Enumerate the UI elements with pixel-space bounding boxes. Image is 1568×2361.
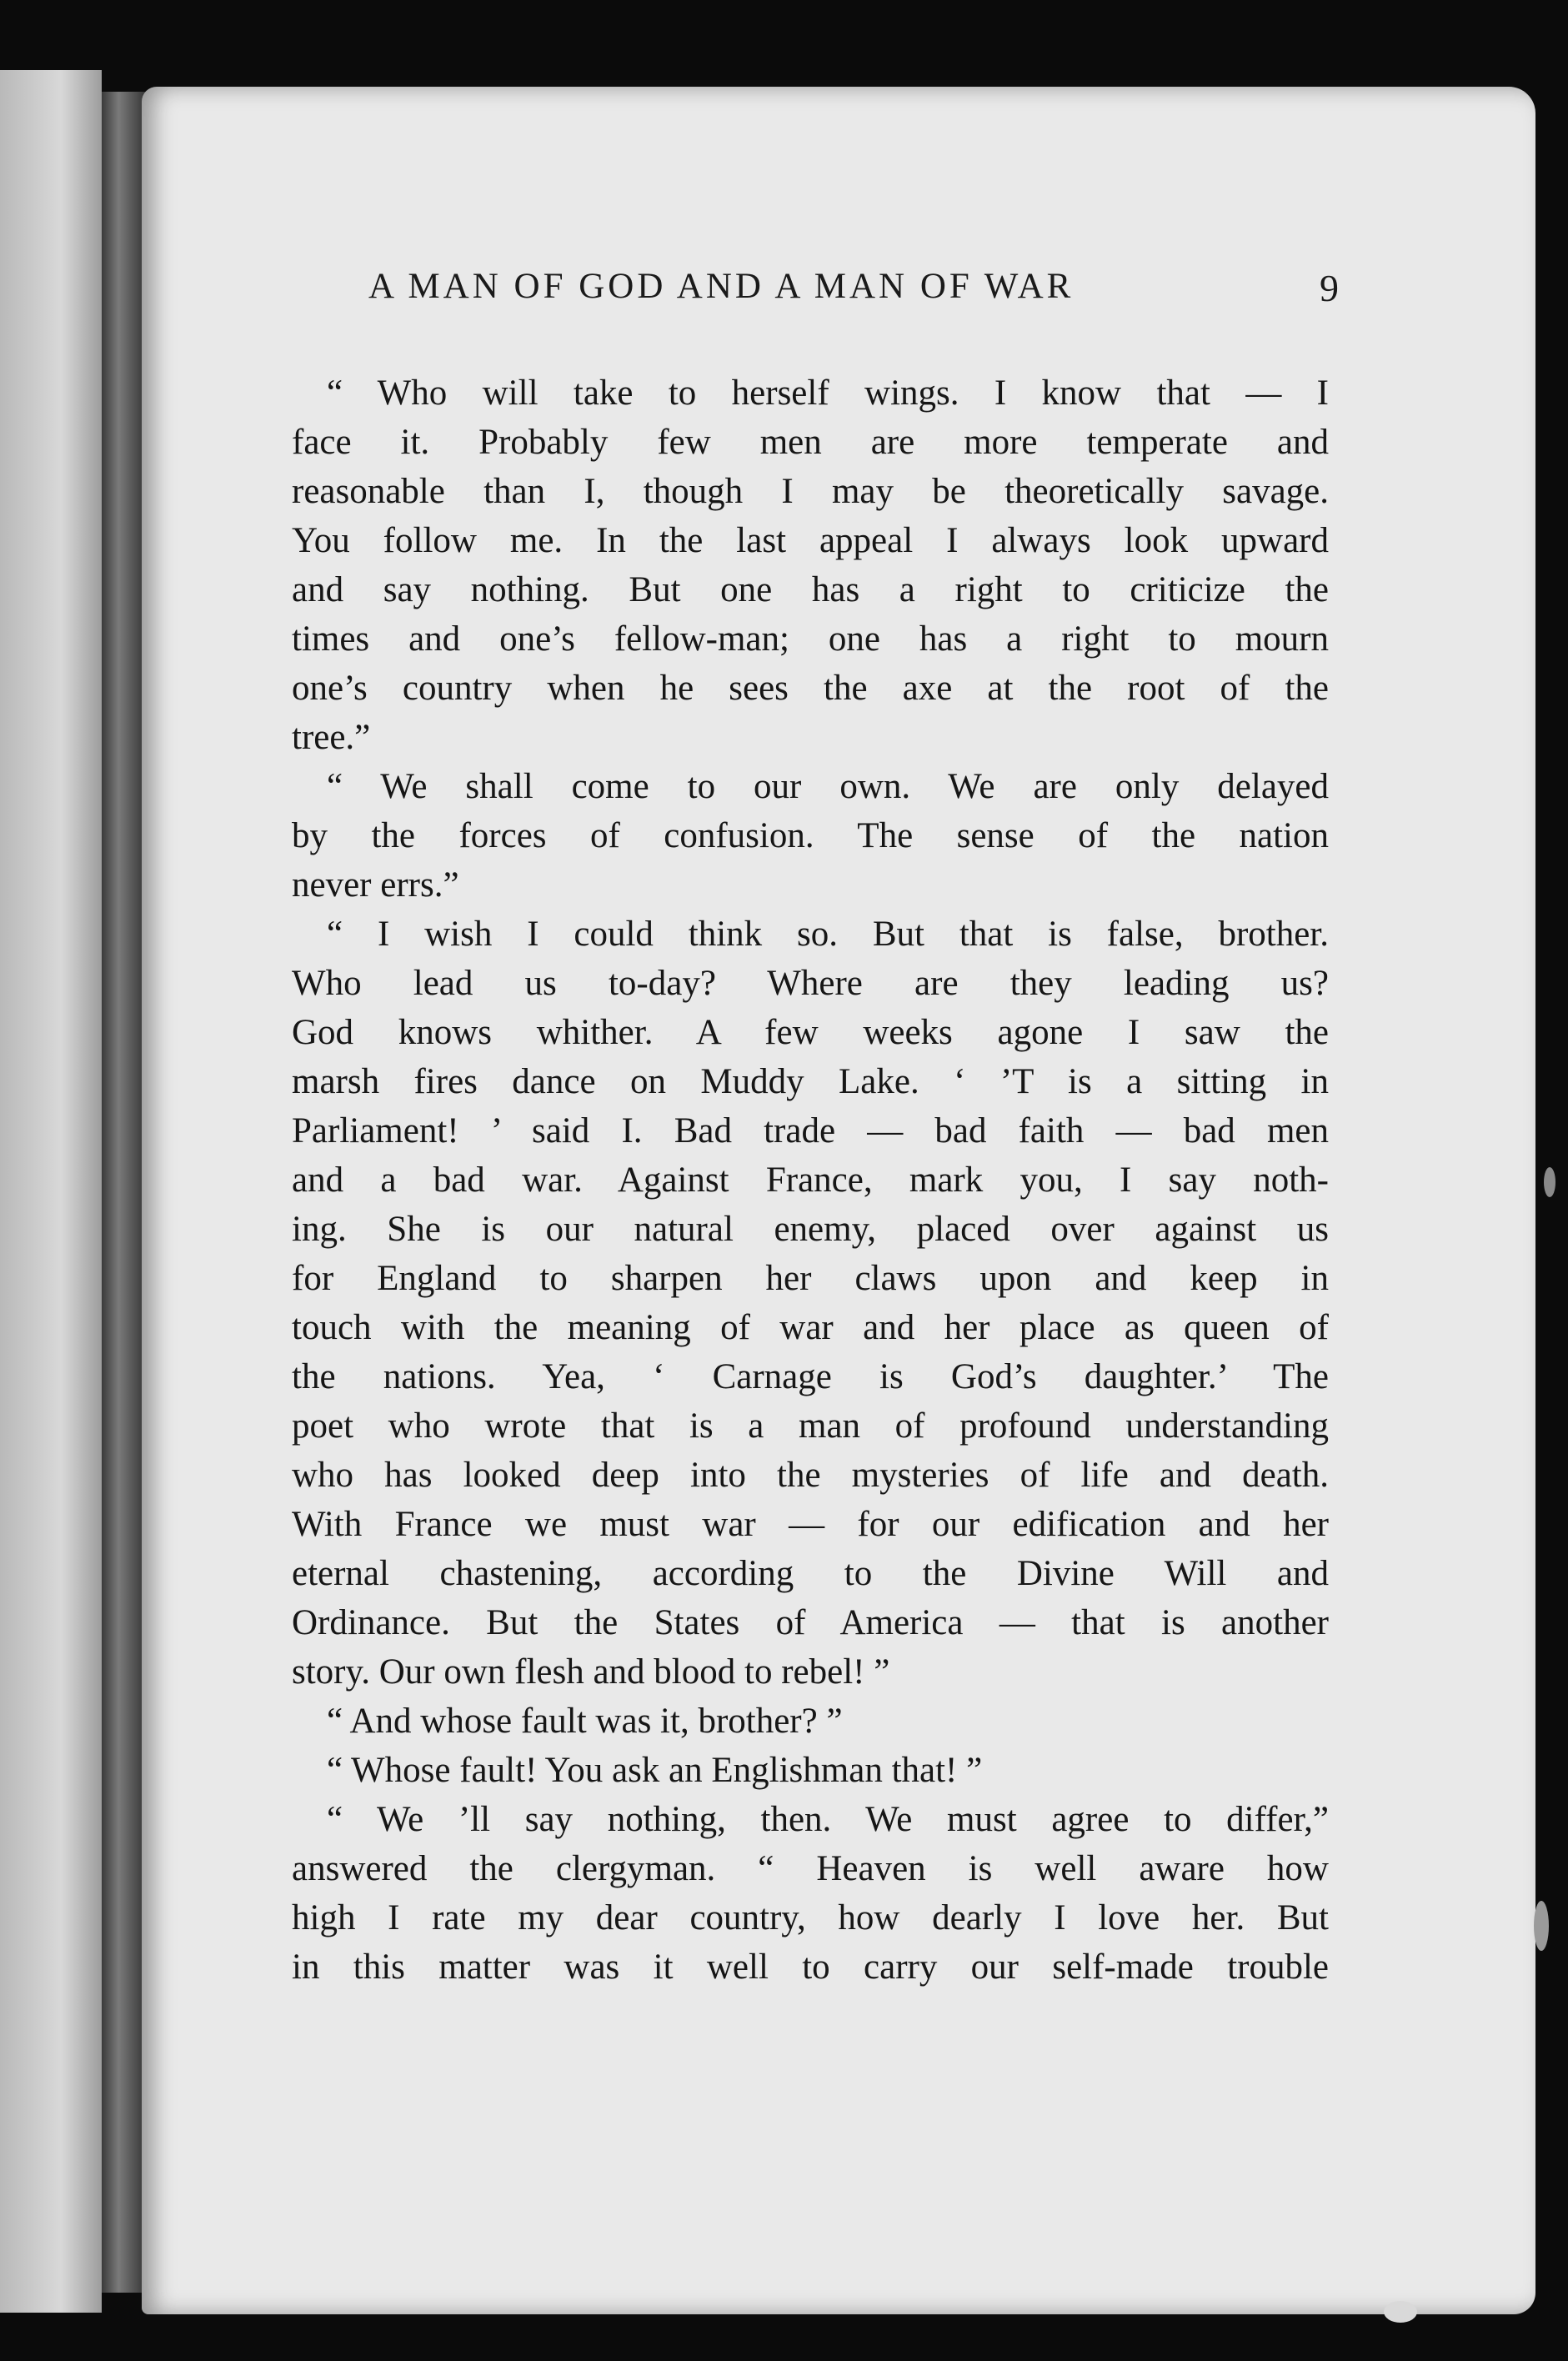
- page-number: 9: [1320, 267, 1339, 309]
- text-line: Ordinance. But the States of America — that is another: [292, 1603, 1329, 1642]
- scan-speck: [1544, 1167, 1555, 1197]
- text-line: “ We shall come to our own. We are only delayed: [327, 767, 1329, 806]
- text-line: “ Who will take to herself wings. I know that — I: [327, 373, 1329, 413]
- scan-speck: [1384, 2301, 1417, 2323]
- text-line: marsh fires dance on Muddy Lake. ‘ ’T is a sitting in: [292, 1062, 1329, 1101]
- text-line: “ I wish I could think so. But that is false, brother.: [327, 915, 1329, 954]
- text-line: reasonable than I, though I may be theoretically savage.: [292, 472, 1329, 511]
- text-line: poet who wrote that is a man of profound understanding: [292, 1406, 1329, 1446]
- text-line: in this matter was it well to carry our self-made trouble: [292, 1947, 1329, 1987]
- text-line: who has looked deep into the mysteries of life and death.: [292, 1456, 1329, 1495]
- text-line: tree.”: [292, 718, 371, 757]
- text-line: eternal chastening, according to the Divine Will and: [292, 1554, 1329, 1593]
- text-line: “ And whose fault was it, brother? ”: [327, 1702, 843, 1741]
- running-head: [368, 262, 1339, 312]
- text-line: and say nothing. But one has a right to criticize the: [292, 570, 1329, 609]
- text-line: answered the clergyman. “ Heaven is well aware how: [292, 1849, 1329, 1888]
- text-line: by the forces of confusion. The sense of the nation: [292, 816, 1329, 855]
- text-line: face it. Probably few men are more temperate and: [292, 423, 1329, 462]
- text-line: never errs.”: [292, 865, 459, 905]
- text-line: times and one’s fellow-man; one has a right to mourn: [292, 619, 1329, 659]
- text-line: the nations. Yea, ‘ Carnage is God’s daughter.’ The: [292, 1357, 1329, 1396]
- text-line: and a bad war. Against France, mark you, I say noth-: [292, 1160, 1329, 1200]
- text-line: high I rate my dear country, how dearly I love her. But: [292, 1898, 1329, 1937]
- text-line: touch with the meaning of war and her place as queen of: [292, 1308, 1329, 1347]
- body-text: [292, 368, 1329, 1992]
- text-line: With France we must war — for our edification and her: [292, 1505, 1329, 1544]
- text-line: one’s country when he sees the axe at the root of the: [292, 669, 1329, 708]
- running-title: A MAN OF GOD AND A MAN OF WAR: [368, 267, 1075, 306]
- text-line: “ We ’ll say nothing, then. We must agree to differ,”: [327, 1800, 1329, 1839]
- text-line: for England to sharpen her claws upon and keep in: [292, 1259, 1329, 1298]
- text-line: God knows whither. A few weeks agone I saw the: [292, 1013, 1329, 1052]
- text-line: story. Our own flesh and blood to rebel! ”: [292, 1652, 890, 1692]
- scan-speck: [1534, 1901, 1549, 1951]
- text-line: “ Whose fault! You ask an Englishman that! ”: [327, 1751, 983, 1790]
- text-line: Who lead us to-day? Where are they leading us?: [292, 964, 1329, 1003]
- left-page-edge: [0, 70, 102, 2313]
- text-line: You follow me. In the last appeal I always look upward: [292, 521, 1329, 560]
- text-line: ing. She is our natural enemy, placed over against us: [292, 1210, 1329, 1249]
- text-line: Parliament! ’ said I. Bad trade — bad faith — bad men: [292, 1111, 1329, 1150]
